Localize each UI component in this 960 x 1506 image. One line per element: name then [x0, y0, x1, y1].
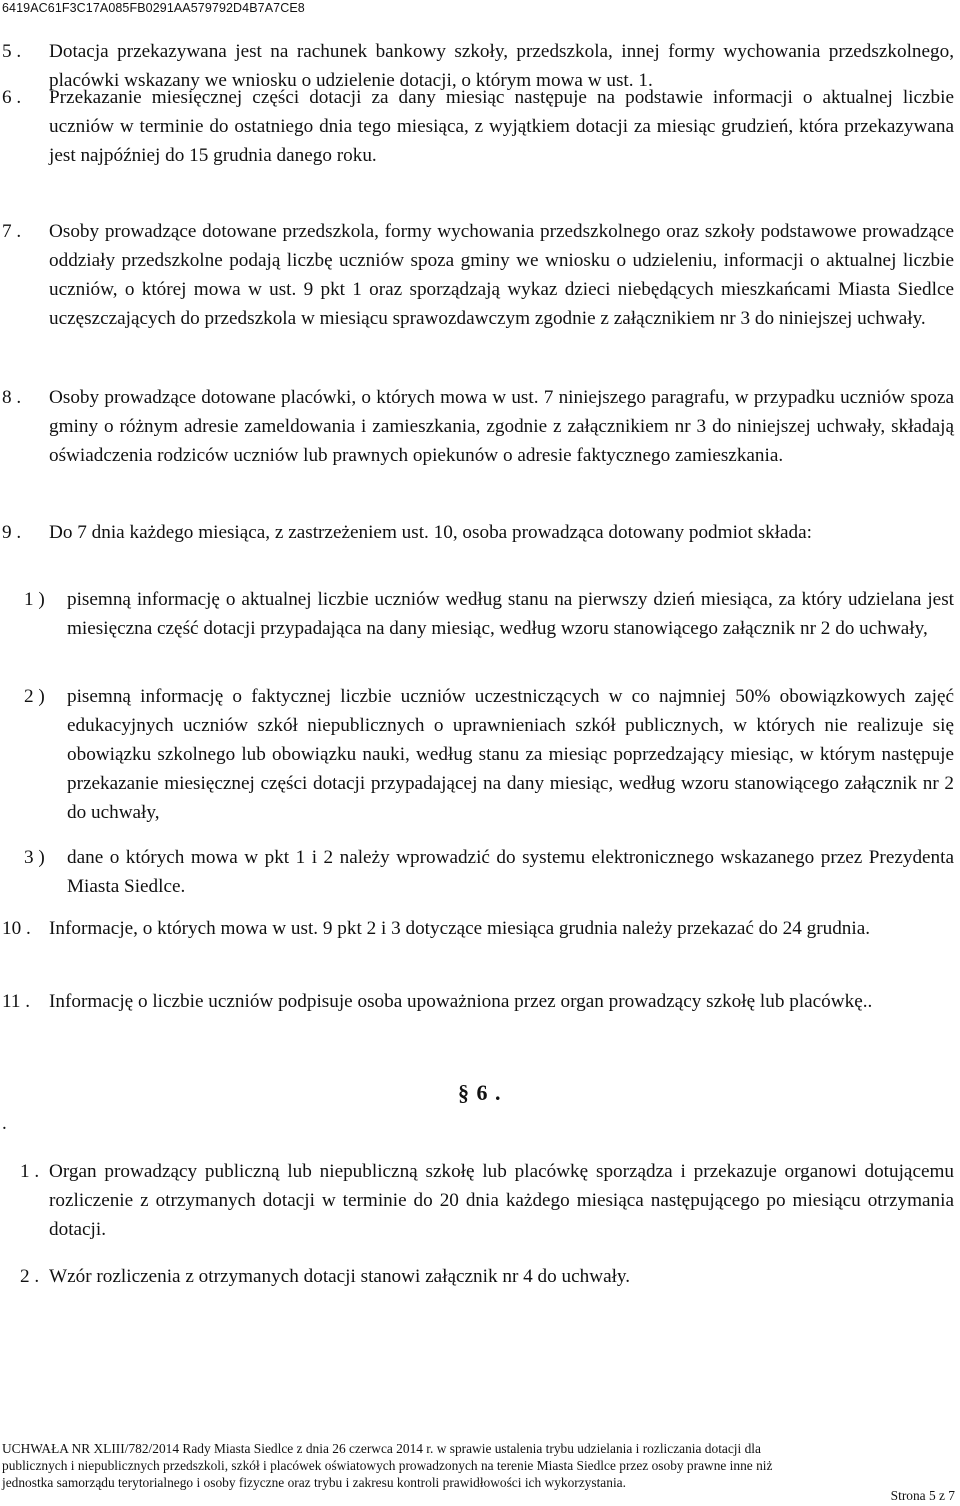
paragraph-7-text: Osoby prowadzące dotowane przedszkola, formy wychowania przedszkolnego oraz szkoły podstawowe prowadzące oddziały przedszkolne podają liczbę uczniów spoza gminy we wniosku o udzieleniu, informacji o aktualnej liczbie uczniów, o której mowa w ust. 9 pkt 1 oraz sporządzają wykaz dzieci niebędących mieszkańcami Miasta Siedlce uczęszczających do przedszkola w miesiącu sprawozdawczym zgodnie z załącznikiem nr 3 do niniejszej uchwały.	[49, 221, 954, 329]
paragraph-6-text: Przekazanie miesięcznej części dotacji za dany miesiąc następuje na podstawie informacji o aktualnej liczbie uczniów w terminie do ostatniego dnia tego miesiąca, z wyjątkiem dotacji za miesiąc grudzień, która przekazywana jest najpóźniej do 15 grudnia danego roku.	[49, 87, 954, 166]
point-3-number: 3 )	[24, 847, 45, 868]
point-3-text: dane o których mowa w pkt 1 i 2 należy wprowadzić do systemu elektronicznego wskazanego przez Prezydenta Miasta Siedlce.	[67, 847, 954, 897]
paragraph-5-number: 5 .	[2, 41, 22, 62]
paragraph-9-text: Do 7 dnia każdego miesiąca, z zastrzeżeniem ust. 10, osoba prowadząca dotowany podmiot składa:	[49, 522, 812, 543]
section-paragraph-2-text: Wzór rozliczenia z otrzymanych dotacji stanowi załącznik nr 4 do uchwały.	[49, 1266, 631, 1287]
section-heading: § 6 .	[458, 1080, 502, 1105]
paragraph-10-number: 10 .	[2, 918, 31, 939]
footer-line-1: UCHWAŁA NR XLIII/782/2014 Rady Miasta Siedlce z dnia 26 czerwca 2014 r. w sprawie ustalenia trybu udzielania i rozliczania dotacji dla	[2, 1441, 761, 1456]
paragraph-7-number: 7 .	[2, 221, 22, 242]
page-number: Strona 5 z 7	[890, 1488, 955, 1503]
section-paragraph-2-number: 2 .	[20, 1266, 40, 1287]
point-2-text: pisemną informację o faktycznej liczbie uczniów uczestniczących w co najmniej 50% obowiązkowych zajęć edukacyjnych uczniów szkół niepublicznych o uprawnieniach szkół publicznych, w których nie realizuje się obowiązku szkolnego lub obowiązku nauki, według stanu za miesiąc poprzedzający miesiąc, w którym następuje przekazanie miesięcznej części dotacji przypadającej na dany miesiąc, według wzoru stanowiącego załącznik nr 2 do uchwały,	[67, 686, 954, 823]
document-id: 6419AC61F3C17A085FB0291AA579792D4B7A7CE8	[2, 1, 305, 15]
paragraph-8-number: 8 .	[2, 387, 22, 408]
paragraph-5-text: Dotacja przekazywana jest na rachunek bankowy szkoły, przedszkola, innej formy wychowania przedszkolnego, placówki wskazany we wniosku o udzielenie dotacji, o którym mowa w ust. 1.	[49, 41, 954, 91]
paragraph-11-text: Informację o liczbie uczniów podpisuje osoba upoważniona przez organ prowadzący szkołę lub placówkę..	[49, 991, 873, 1012]
section-paragraph-1-text: Organ prowadzący publiczną lub niepubliczną szkołę lub placówkę sporządza i przekazuje organowi dotującemu rozliczenie z otrzymanych dotacji w terminie do 20 dnia każdego miesiąca następującego po miesiącu otrzymania dotacji.	[49, 1161, 954, 1240]
point-1-text: pisemną informację o aktualnej liczbie uczniów według stanu na pierwszy dzień miesiąca, za który udzielana jest miesięczna część dotacji przypadająca na dany miesiąc, według wzoru stanowiącego załącznik nr 2 do uchwały,	[67, 589, 954, 639]
footer-line-3: jednostka samorządu terytorialnego i osoby fizyczne oraz trybu i zakresu kontroli prawidłowości ich wykorzystania.	[2, 1475, 626, 1490]
paragraph-6-number: 6 .	[2, 87, 22, 108]
section-paragraph-1-number: 1 .	[20, 1161, 40, 1182]
paragraph-8-text: Osoby prowadzące dotowane placówki, o których mowa w ust. 7 niniejszego paragrafu, w przypadku uczniów spoza gminy o różnym adresie zameldowania i zamieszkania, zgodnie z załącznikiem nr 3 do niniejszej uchwały, składają oświadczenia rodziców uczniów lub prawnych opiekunów o adresie faktycznego zamieszkania.	[49, 387, 954, 466]
paragraph-10-text: Informacje, o których mowa w ust. 9 pkt 2 i 3 dotyczące miesiąca grudnia należy przekazać do 24 grudnia.	[49, 918, 871, 939]
stray-mark: .	[2, 1113, 7, 1134]
paragraph-9-number: 9 .	[2, 522, 22, 543]
page-footer	[2, 1440, 952, 1491]
point-1-number: 1 )	[24, 589, 45, 610]
point-2-number: 2 )	[24, 686, 45, 707]
paragraph-11-number: 11 .	[2, 991, 31, 1012]
footer-line-2: publicznych i niepublicznych przedszkoli, szkół i placówek oświatowych prowadzonych na terenie Miasta Siedlce przez osoby prawne inne niż	[2, 1458, 773, 1473]
